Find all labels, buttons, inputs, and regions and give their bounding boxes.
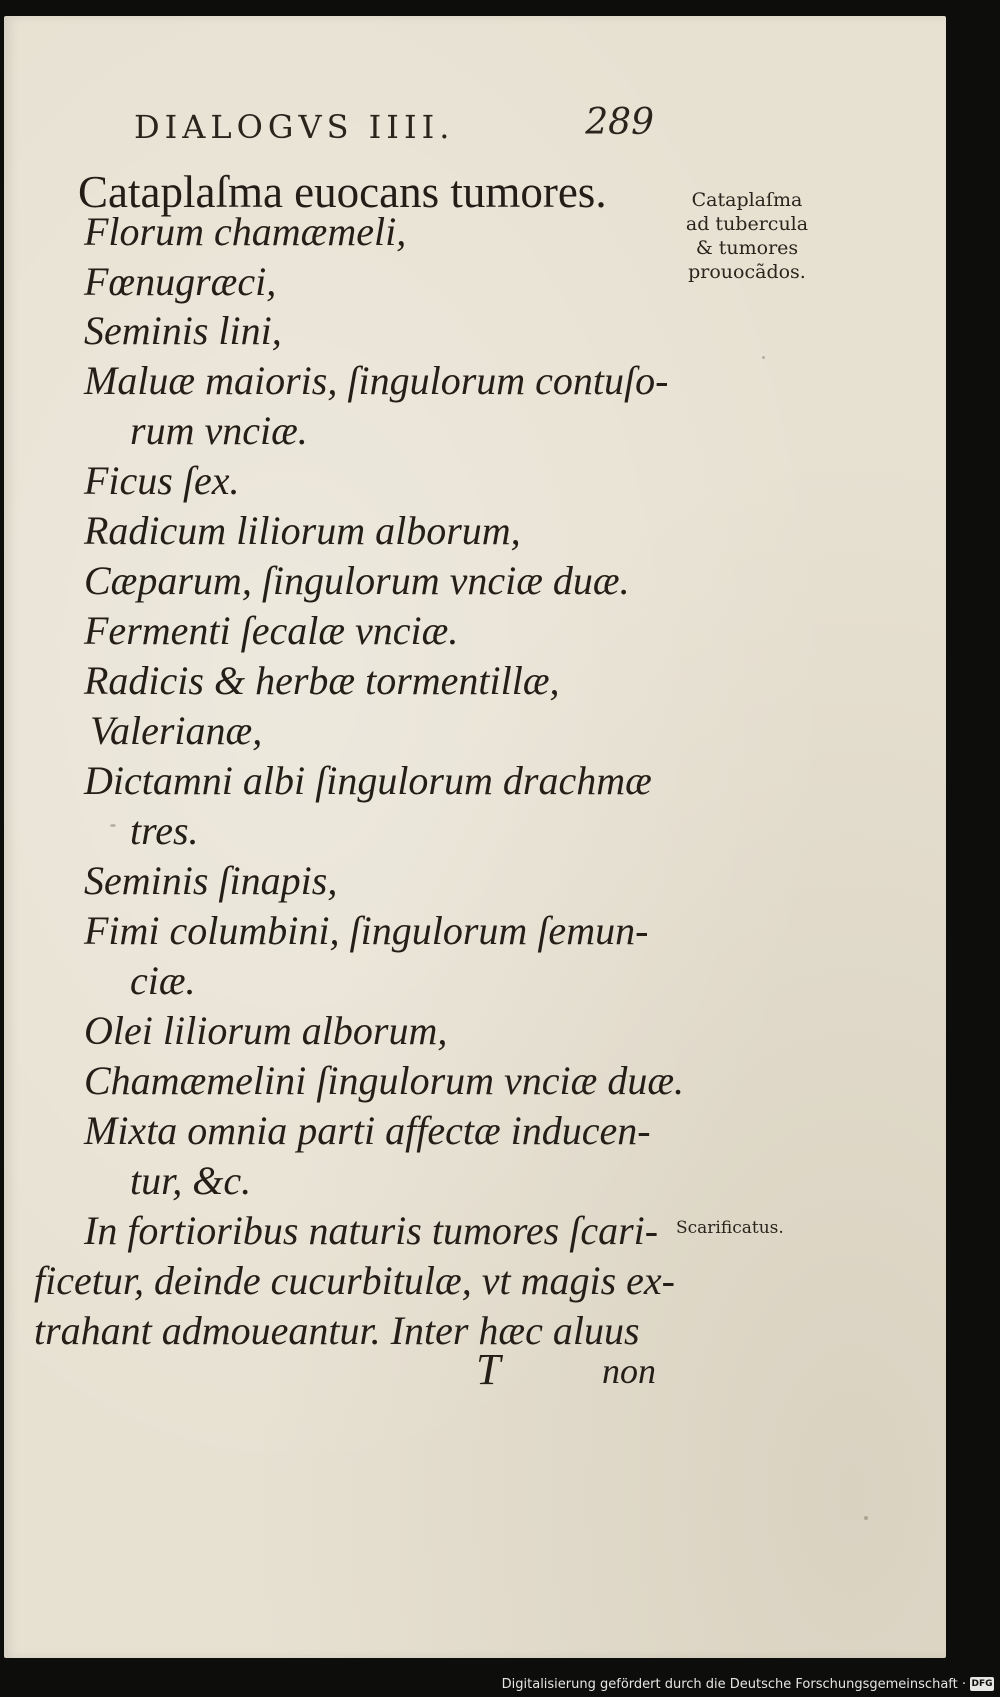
paper-spot: [864, 1516, 868, 1520]
digitization-footer: [0, 1672, 1000, 1697]
marginal-note-line: & tumores: [695, 237, 799, 259]
text-line: Olei liliorum alborum,: [84, 1008, 448, 1053]
marginal-note-line: ad tubercula: [685, 213, 809, 235]
text-line: Ficus ſex.: [84, 458, 240, 503]
page-number: 289: [585, 102, 654, 143]
text-line: Fœnugræci,: [84, 259, 277, 304]
text-line: Dictamni albi ſingulorum drachmæ: [84, 758, 652, 803]
paper-spot: [762, 356, 765, 359]
signature-mark: T: [476, 1345, 501, 1394]
marginal-note-line: prouocãdos.: [688, 261, 806, 283]
running-head: DIALOGVS IIII.: [134, 108, 455, 146]
text-line: Maluæ maioris, ſingulorum contuſo-: [84, 358, 669, 403]
catchword: non: [602, 1351, 656, 1391]
text-line: Seminis lini,: [84, 308, 282, 353]
text-line: Mixta omnia parti affectæ inducen-: [84, 1108, 651, 1153]
book-page: [4, 16, 946, 1658]
text-line: ficetur, deinde cucurbitulæ, vt magis ex-: [34, 1258, 675, 1303]
text-line: In fortioribus naturis tumores ſcari-: [84, 1208, 659, 1253]
marginal-note-line: Cataplaſma: [691, 189, 803, 211]
marginal-note-scarificatus: Scarificatus.: [676, 1218, 784, 1238]
text-line: Fimi columbini, ſingulorum ſemun-: [84, 908, 649, 953]
dfg-logo-icon: DFG: [971, 1679, 993, 1689]
text-line: Florum chamæmeli,: [84, 209, 407, 254]
recipe-title: Cataplaſma euocans tumores.: [78, 167, 607, 217]
text-line: Fermenti ſecalæ vnciæ.: [84, 608, 459, 653]
text-line: tres.: [130, 808, 199, 853]
recipe-text: [4, 16, 704, 1516]
text-line: Radicis & herbæ tormentillæ,: [84, 658, 560, 703]
text-line: Seminis ſinapis,: [84, 858, 338, 903]
text-line: Chamæmelini ſingulorum vnciæ duæ.: [84, 1058, 684, 1103]
footer-credit: Digitalisierung gefördert durch die Deutsche Forschungsgemeinschaft ·: [501, 1677, 966, 1692]
text-line: tur, &c.: [130, 1158, 252, 1203]
text-line: rum vnciæ.: [130, 408, 308, 453]
marginal-note: [672, 188, 822, 284]
text-line: Valerianæ,: [90, 708, 263, 753]
paper-spot: [110, 824, 116, 827]
text-line: ciæ.: [130, 958, 196, 1003]
text-line: trahant admoueantur. Inter hæc aluus: [34, 1308, 640, 1353]
text-line: Radicum liliorum alborum,: [84, 508, 521, 553]
text-line: Cæparum, ſingulorum vnciæ duæ.: [84, 558, 630, 603]
